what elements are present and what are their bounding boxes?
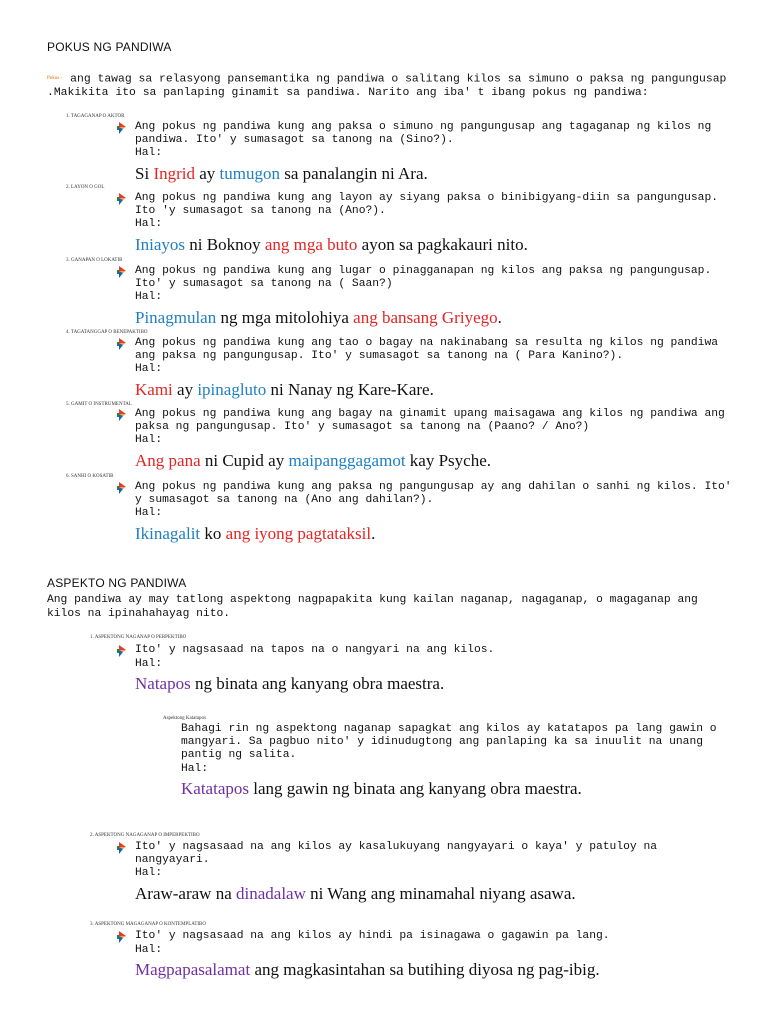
sentence-text: kay Psyche. [405,450,492,470]
arrow-bullet-icon [117,408,135,422]
arrow-bullet-icon [117,192,135,206]
pokus-item-label: 4. TAGATANGGAP O BENEPAKTIBO [66,330,148,335]
hal-label: Hal: [135,291,163,304]
example-sentence [135,883,737,905]
pokus-item-label: 2. LAYON O GOL [66,185,105,190]
bullet-spacer [163,723,181,737]
arrow-bullet-icon [117,644,135,658]
aspekto-item [117,644,737,695]
highlighted-word: ipinagluto [197,379,267,399]
highlighted-word: Iniayos [135,234,186,254]
pokus-item [117,337,737,401]
pokus-item [117,481,737,545]
aspekto-item [117,930,737,981]
pokus-item [117,192,737,256]
sentence-text: ko [200,523,226,543]
pokus-item [117,265,737,329]
sentence-text: sa panalangin ni Ara. [279,163,428,183]
aspekto-title: ASPEKTO NG PANDIWA [47,576,187,590]
highlighted-word: ang iyong pagtataksil [225,523,372,543]
hal-label: Hal: [135,218,163,231]
arrow-bullet-icon [117,121,135,135]
example-sentence [135,673,737,695]
pokus-item-label: 6. SANHI O KOSATIB [66,474,114,479]
hal-label: Hal: [135,944,163,956]
highlighted-word: Katatapos [181,778,249,798]
hal-label: Hal: [135,867,163,880]
highlighted-word: ang mga buto [264,234,358,254]
hal-label: Hal: [181,762,209,775]
aspekto-item-label: Aspektong Katatapos [163,716,206,721]
sentence-text: lang gawin ng binata ang kanyang obra maestra. [248,778,582,798]
pokus-intro-mark: Pokus - [47,76,63,81]
aspekto-item [163,723,723,800]
definition: Ang pokus ng pandiwa kung ang bagay na ginamit upang maisagawa ang kilos ng pandiwa ang paksa ng pangungusap. Ito' y sumasagot sa tanong na (Paano? / Ano?) [135,408,732,434]
aspekto-item-label: 3. ASPEKTONG MAGAGANAP O KONTEMPLATIBO [90,922,206,927]
definition: Ang pokus ng pandiwa kung ang paksa o simuno ng pangungusap ang tagaganap ng kilos ng pandiwa. Ito' y sumasagot sa tanong na (Sino?). [135,121,719,147]
sentence-text: ni Cupid ay [200,450,289,470]
highlighted-word: Magpapasalamat [135,960,251,980]
hal-label: Hal: [135,147,163,160]
highlighted-word: Ingrid [153,163,195,183]
example-sentence [135,234,737,256]
arrow-bullet-icon [117,481,135,495]
definition: Ang pokus ng pandiwa kung ang lugar o pinagganapan ng kilos ang paksa ng pangungusap. Ito' y sumasagot sa tanong na ( Saan?) [135,265,719,291]
sentence-text: ni Nanay ng Kare-Kare. [266,379,434,399]
pokus-item [117,408,737,472]
example-sentence [135,450,737,472]
example-sentence [135,307,737,329]
highlighted-word: Pinagmulan [135,307,217,327]
sentence-text: ni Wang ang minamahal niyang asawa. [305,883,576,903]
sentence-text: Si [135,163,154,183]
pokus-item-label: 3. GANAPAN O LOKATIB [66,258,123,263]
example-sentence [135,379,737,401]
arrow-bullet-icon [117,841,135,855]
aspekto-intro: Ang pandiwa ay may tatlong aspektong nagpapakita kung kailan naganap, nagaganap, o magaganap ang kilos na ipinahahayag nito. [47,594,698,620]
highlighted-word: Natapos [135,674,191,694]
example-sentence [135,959,737,981]
sentence-text: ay [172,379,198,399]
pokus-intro-text: ang tawag sa relasyong pansemantika ng pandiwa o salitang kilos sa simuno o paksa ng pangungusap .Makikita ito sa panlaping ginamit sa pandiwa. Narito ang iba' t ibang pokus ng pandiwa: [47,73,727,99]
example-sentence [135,163,737,185]
sentence-text: ang magkasintahan sa butihing diyosa ng pag-ibig. [250,960,600,980]
hal-label: Hal: [135,363,163,376]
pokus-item-label: 1. TAGAGANAP O AKTOR [66,114,125,119]
sentence-text: ayon sa pagkakauri nito. [357,234,528,254]
hal-label: Hal: [135,434,163,447]
example-sentence [135,523,737,545]
definition: Ang pokus ng pandiwa kung ang paksa ng pangungusap ay ang dahilan o sanhi ng kilos. Ito' y sumasagot sa tanong na (Ano ang dahilan?). [135,481,739,507]
definition: Ito' y nagsasaad na tapos na o nangyari na ang kilos. [135,644,495,656]
sentence-text: ni Boknoy [185,234,265,254]
sentence-text: . [497,307,502,327]
pokus-title: POKUS NG PANDIWA [47,40,172,54]
definition: Bahagi rin ng aspektong naganap sapagkat ang kilos ay katatapos pa lang gawin o mangyari. Sa pagbuo nito' y idinudugtong ang panlaping ka sa inuulit na unang pantig ng salita. [181,723,724,762]
definition: Ang pokus ng pandiwa kung ang layon ay siyang paksa o binibigyang-diin sa pangungusap. Ito 'y sumasagot sa tanong na (Ano?). [135,192,725,218]
arrow-bullet-icon [117,265,135,279]
definition: Ito' y nagsasaad na ang kilos ay hindi pa isinagawa o gagawin pa lang. [135,930,610,942]
hal-label: Hal: [135,658,163,670]
example-sentence [181,778,723,800]
pokus-item-label: 5. GAMIT O INSTRUMENTAL [66,402,132,407]
highlighted-word: Ang pana [135,450,201,470]
definition: Ang pokus ng pandiwa kung ang tao o bagay na nakinabang sa resulta ng kilos ng pandiwa ang paksa ng pangungusap. Ito' y sumasagot sa tanong na ( Para Kanino?). [135,337,725,363]
hal-label: Hal: [135,507,163,520]
arrow-bullet-icon [117,337,135,351]
aspekto-item-label: 1. ASPEKTONG NAGANAP O PERPEKTIBO [90,635,187,640]
sentence-text: ng mga mitolohiya [216,307,354,327]
aspekto-item-label: 2. ASPEKTONG NAGAGANAP O IMPERPEKTIBO [90,833,200,838]
pokus-item [117,121,737,185]
highlighted-word: Ikinagalit [135,523,201,543]
sentence-text: . [371,523,376,543]
definition: Ito' y nagsasaad na ang kilos ay kasalukuyang nangyayari o kaya' y patuloy na nangyayari. [135,841,664,867]
aspekto-item [117,841,737,905]
highlighted-word: tumugon [219,163,280,183]
sentence-text: Araw-araw na [135,883,236,903]
highlighted-word: dinadalaw [236,883,306,903]
sentence-text: ay [194,163,220,183]
pokus-intro [47,72,737,100]
highlighted-word: maipanggagamot [288,450,406,470]
highlighted-word: ang bansang Griyego [353,307,498,327]
highlighted-word: Kami [135,379,173,399]
sentence-text: ng binata ang kanyang obra maestra. [190,674,445,694]
arrow-bullet-icon [117,930,135,944]
